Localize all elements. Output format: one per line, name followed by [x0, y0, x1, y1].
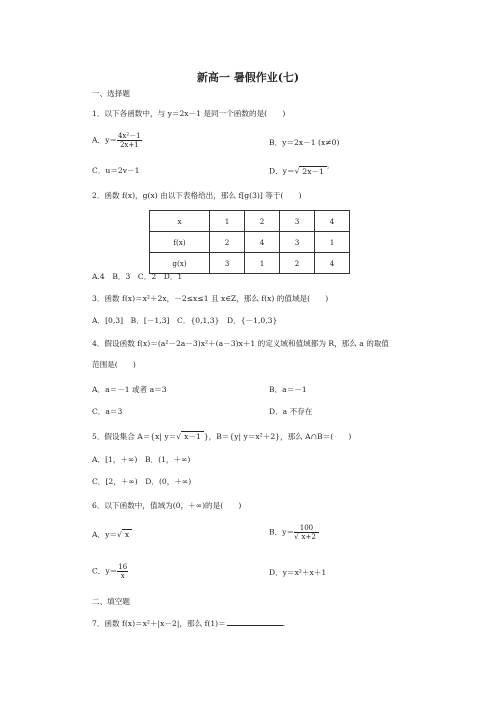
q5-stem-prefix: 5．假设集合 A＝{x| y＝ — [92, 432, 177, 441]
q4-option-b: B．a＝－1 — [269, 385, 307, 394]
q2-stem: 2．函数 f(x)，g(x) 由以下表格给出，那么 f[g(3)] 等于( ) — [92, 191, 302, 200]
section-heading-fill-blank: 二、填空题 — [92, 597, 130, 606]
q6-b-radicand: x+2 — [299, 532, 319, 541]
q6-option-d: D．y＝x²＋x＋1 — [269, 568, 327, 577]
q6-b-denominator — [294, 533, 319, 541]
table-cell: 1 — [210, 211, 245, 232]
q6-option-b — [269, 524, 319, 541]
table-cell: 3 — [280, 211, 315, 232]
q5-stem — [92, 433, 351, 441]
q5-options-line1: A．[1，＋∞) B．(1，＋∞) — [92, 455, 191, 464]
q6-a-radicand: x — [122, 529, 132, 539]
q4-stem-line2: 范围是( ) — [92, 360, 136, 369]
q6-option-c-fraction — [117, 563, 128, 580]
q1-option-a — [92, 132, 142, 149]
q7-stem — [92, 620, 285, 628]
q4-option-d: D．a 不存在 — [269, 407, 313, 416]
table-cell: 1 — [315, 232, 350, 253]
table-row — [150, 211, 350, 232]
q3-options: A．[0,3] B．[－1,3] C．{0,1,3} D．{－1,0,3} — [92, 316, 278, 325]
q6-c-numerator: 16 — [118, 563, 128, 571]
radical-sign-icon: √ — [176, 432, 182, 441]
q1-option-a-label: A．y＝ — [92, 135, 117, 145]
q2-value-table — [149, 210, 350, 274]
q1-a-denominator: 2x+1 — [119, 141, 139, 150]
q1-option-d — [269, 167, 329, 175]
table-cell: f(x) — [150, 232, 210, 253]
table-cell: 3 — [210, 253, 245, 274]
q1-option-d-label: D．y＝ — [269, 166, 295, 176]
q6-option-a — [92, 531, 132, 539]
page-title: 新高一 暑假作业(七) — [196, 71, 300, 84]
q6-option-c — [92, 563, 128, 580]
q4-option-a: A．a＝－1 或者 a＝3 — [92, 385, 167, 394]
q6-b-numerator: 100 — [294, 524, 319, 533]
q1-option-b: B．y＝2x－1 (x≠0) — [269, 138, 340, 147]
q1-option-a-fraction — [117, 132, 142, 149]
radical-sign-icon: √ — [116, 530, 122, 539]
radical-sign-icon: √ — [294, 533, 299, 542]
q5-stem-suffix: }，B＝{y| y＝x²＋2}，那么 A∩B＝( ) — [203, 432, 352, 441]
table-cell: 2 — [280, 253, 315, 274]
section-heading-choice: 一、选择题 — [92, 89, 130, 98]
q7-stem-end: . — [282, 619, 286, 628]
q4-option-c: C．a＝3 — [92, 407, 123, 416]
q1-option-c: C．u＝2v－1 — [92, 166, 140, 175]
q7-stem-text: 7．函数 f(x)＝x²＋|x－2|，那么 f(1)＝ — [92, 619, 226, 628]
table-cell: 4 — [245, 232, 280, 253]
table-cell: x — [150, 211, 210, 232]
q4-stem-line1: 4．假设函数 f(x)＝(a²－2a－3)x²＋(a－3)x＋1 的定义域和值域都为 R，那么 a 的取值 — [92, 339, 390, 348]
table-row — [150, 253, 350, 274]
q1-a-numerator: 4x²－1 — [117, 132, 141, 140]
q1-d-radicand: 2x－1 — [299, 166, 327, 176]
q2-options: A.4 B．3 C．2 D．1 — [92, 272, 183, 281]
q3-stem: 3．函数 f(x)＝x²＋2x，－2≤x≤1 且 x∈Z，那么 f(x) 的值域是( ) — [92, 294, 329, 303]
q6-option-a-label: A．y＝ — [92, 530, 117, 539]
answer-blank[interactable] — [227, 625, 283, 626]
q5-radicand: x－1 — [181, 431, 204, 441]
table-cell: g(x) — [150, 253, 210, 274]
q5-options-line2: C．[2，＋∞) D．(0，＋∞) — [92, 477, 192, 486]
table-cell: 4 — [315, 253, 350, 274]
table-cell: 2 — [210, 232, 245, 253]
q1-d-superscript: ² — [326, 166, 329, 172]
table-cell: 3 — [280, 232, 315, 253]
table-cell: 2 — [245, 211, 280, 232]
q6-option-c-label: C．y＝ — [92, 566, 118, 576]
q6-c-denominator: x — [120, 572, 125, 581]
table-row — [150, 232, 350, 253]
radical-sign-icon: √ — [294, 166, 300, 176]
q6-option-b-fraction — [294, 524, 319, 541]
q6-stem: 6．以下函数中，值域为(0，＋∞)的是( ) — [92, 501, 242, 510]
table-cell: 1 — [245, 253, 280, 274]
q6-option-b-label: B．y＝ — [269, 527, 295, 537]
table-cell: 4 — [315, 211, 350, 232]
q1-stem: 1．以下各函数中，与 y＝2x－1 是同一个函数的是( ) — [92, 109, 286, 118]
